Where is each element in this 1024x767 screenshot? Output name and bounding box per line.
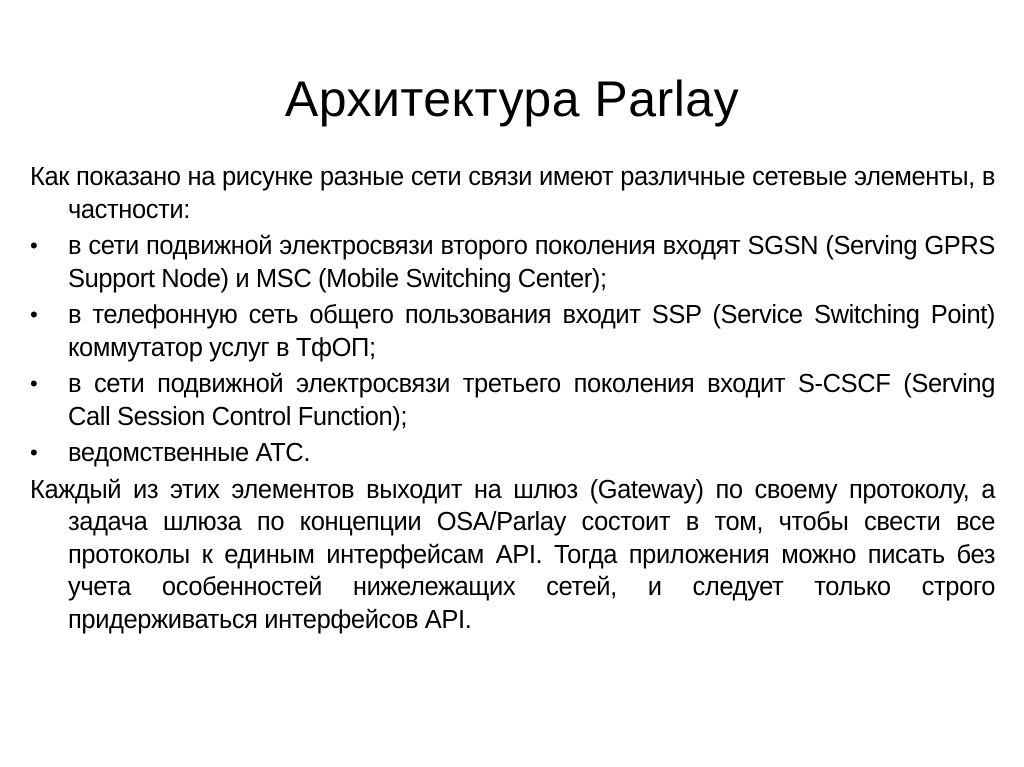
bullet-icon: • xyxy=(30,371,38,396)
bullet-list xyxy=(30,230,995,470)
bullet-text: в телефонную сеть общего пользования входит SSP (Service Switching Point) коммутатор услуг в ТфОП; xyxy=(68,301,995,362)
bullet-item-3g xyxy=(30,368,995,433)
bullet-text: в сети подвижной электросвязи третьего поколения входит S-CSCF (Serving Call Session Control Function); xyxy=(68,370,995,431)
bullet-icon: • xyxy=(30,233,38,258)
bullet-icon: • xyxy=(30,302,38,327)
conclusion-paragraph: Каждый из этих элементов выходит на шлюз (Gateway) по своему протоколу, а задача шлюза по концепции OSA/Parlay состоит в том, чтобы свести все протоколы к единым интерфейсам API. Тогда приложения можно писать без учета особенностей нижележащих сетей, и следует только строго придерживаться интерфейсов API. xyxy=(30,475,995,634)
bullet-item-pstn xyxy=(30,299,995,364)
bullet-icon: • xyxy=(30,440,38,465)
bullet-item-pbx xyxy=(30,437,995,470)
slide-body xyxy=(30,161,995,640)
bullet-text: в сети подвижной электросвязи второго поколения входят SGSN (Serving GPRS Support Node) и MSC (Mobile Switching Center); xyxy=(68,232,995,293)
bullet-item-2g xyxy=(30,230,995,295)
bullet-text: ведомственные АТС. xyxy=(68,439,310,467)
intro-paragraph: Как показано на рисунке разные сети связи имеют различные сетевые элементы, в частности: xyxy=(30,163,995,224)
slide-title: Архитектура Parlay xyxy=(284,71,740,127)
